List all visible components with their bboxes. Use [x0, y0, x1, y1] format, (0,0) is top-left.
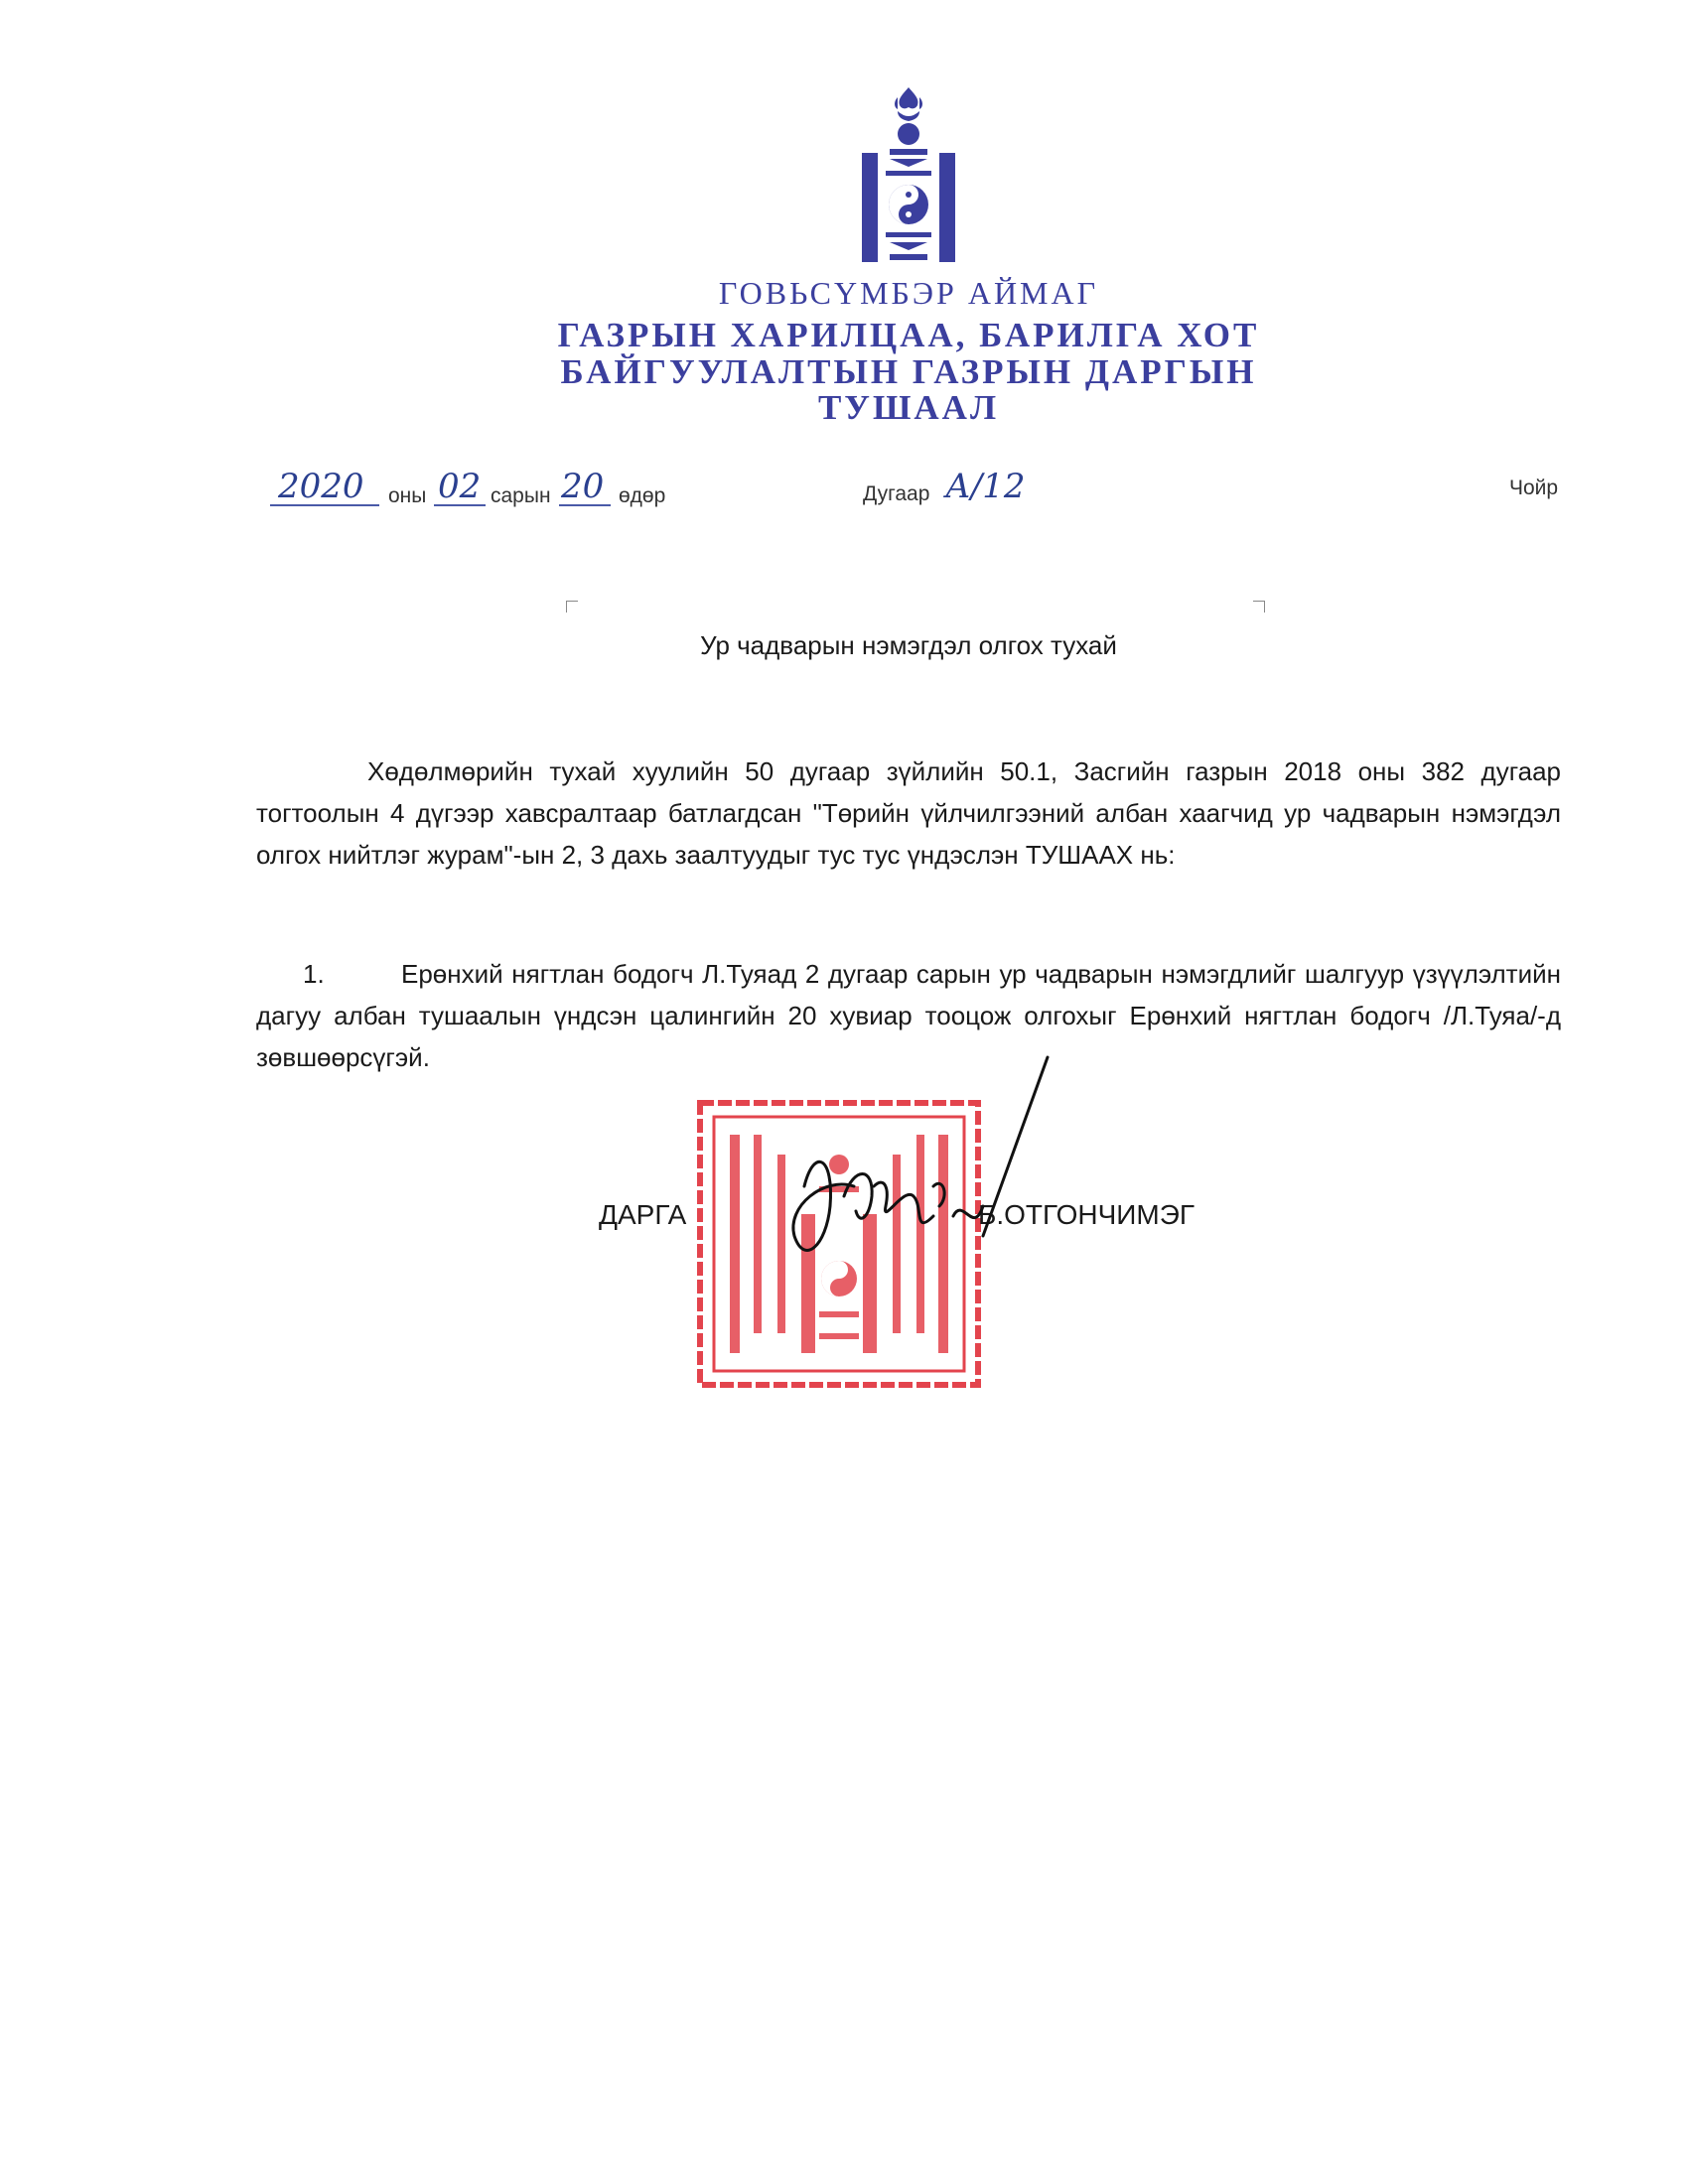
handwritten-signature: [765, 1037, 1053, 1305]
subject-title: Ур чадварын нэмэгдэл олгох тухай: [700, 630, 1117, 660]
date-ony-label: оны: [388, 484, 427, 507]
item-number: 1.: [303, 959, 325, 989]
signatory-name: Б.ОТГОНЧИМЭГ: [978, 1199, 1196, 1230]
date-year: 2020: [278, 467, 364, 506]
header-line-3: ТУШААЛ: [817, 388, 1000, 427]
subject-corner-right: [1253, 601, 1265, 613]
date-saryn-label: сарын: [491, 484, 551, 507]
body-paragraph: Хөдөлмөрийн тухай хуулийн 50 дугаар зүйлийн 50.1, Засгийн газрын 2018 оны 382 дугаар тогтоолын 4 дүгээр хавсралтаар батлагдсан "Төрийн үйлчилгээний албан хаагчид ур чадварын нэмэгдэл олгох нийтлэг журам"-ын 2, 3 дахь заалтуудыг тус тус үндэслэн ТУШААХ нь:: [256, 756, 1561, 870]
number-value: А/12: [945, 467, 1026, 506]
number-label: Дугаар: [863, 482, 930, 505]
date-udur-label: өдөр: [619, 484, 666, 507]
date-day: 20: [561, 467, 605, 506]
header-aimag: ГОВЬСҮМБЭР АЙМАГ: [718, 275, 1099, 311]
signatory-title: ДАРГА: [599, 1199, 687, 1230]
header-line-1: ГАЗРЫН ХАРИЛЦАА, БАРИЛГА ХОТ: [557, 316, 1260, 354]
place-name: Чойр: [1509, 477, 1559, 499]
date-month: 02: [438, 467, 482, 506]
soyombo-emblem-icon: [862, 87, 955, 262]
item-text: Ерөнхий нягтлан бодогч Л.Туяад 2 дугаар сарын ур чадварын нэмэгдлийг шалгуур үзүүлэлтийн дагуу албан тушаалын үндсэн цалингийн 20 хувиар тооцож олгохыг Ерөнхий нягтлан бодогч /Л.Туяа/-д зөвшөөрсүгэй.: [256, 959, 1561, 1072]
subject-corner-left: [566, 601, 578, 613]
header-line-2: БАЙГУУЛАЛТЫН ГАЗРЫН ДАРГЫН: [560, 352, 1257, 391]
